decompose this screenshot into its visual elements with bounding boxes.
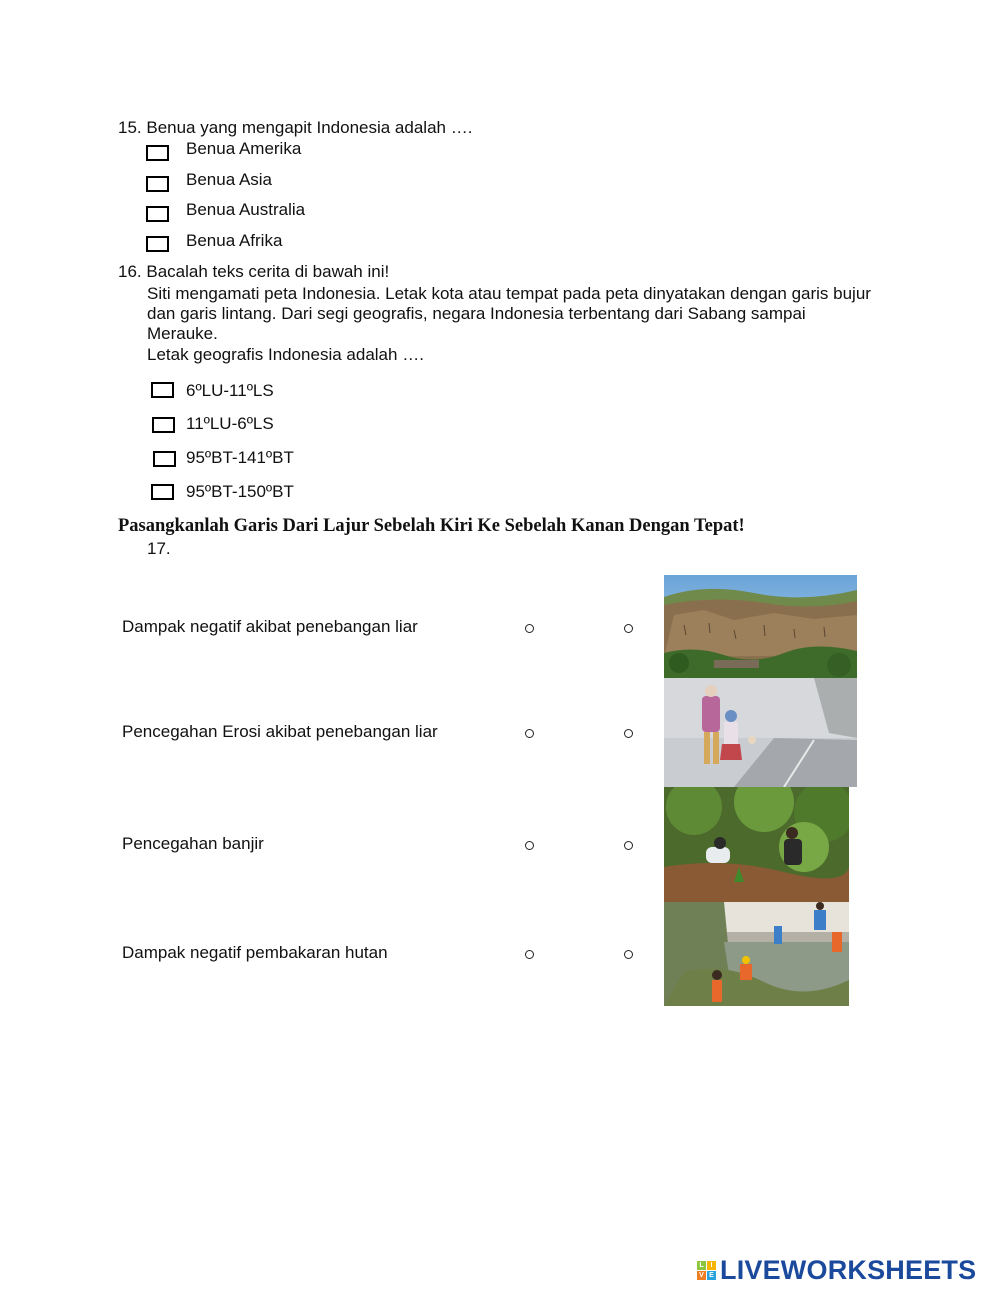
q16-passage: Siti mengamati peta Indonesia. Letak kota atau tempat pada peta dinyatakan dengan garis bujur dan garis lintang. Dari segi geografis, negara Indonesia terbentang dari Sabang sampai Merauke. (147, 284, 871, 343)
matching-instruction-heading: Pasangkanlah Garis Dari Lajur Sebelah Kiri Ke Sebelah Kanan Dengan Tepat! (118, 516, 745, 536)
match-right-dot-3[interactable] (624, 841, 633, 850)
logo-text: LIVEWORKSHEETS (720, 1254, 977, 1285)
deforested-hillside-photo (664, 575, 857, 678)
logo-block-v: V (697, 1271, 706, 1280)
tree-planting-photo (664, 787, 849, 902)
match-right-dot-4[interactable] (624, 950, 633, 959)
q15-option-4-label: Benua Afrika (186, 231, 283, 250)
q16-option-3-label: 95ºBT-141ºBT (186, 448, 294, 467)
q15-option-1-checkbox[interactable] (146, 145, 169, 161)
q15-option-1-label: Benua Amerika (186, 139, 302, 158)
q15-option-3-checkbox[interactable] (146, 206, 169, 222)
q16-option-4-label: 95ºBT-150ºBT (186, 482, 294, 501)
match-left-item-2: Pencegahan Erosi akibat penebangan liar (122, 722, 438, 741)
match-left-item-3: Pencegahan banjir (122, 834, 264, 853)
smoke-haze-children-photo (664, 678, 857, 787)
match-left-dot-4[interactable] (525, 950, 534, 959)
q16-option-3-checkbox[interactable] (153, 451, 176, 467)
q16-prompt: Letak geografis Indonesia adalah …. (147, 345, 424, 364)
match-right-dot-2[interactable] (624, 729, 633, 738)
q15-option-2-label: Benua Asia (186, 170, 273, 189)
q15-option-4-checkbox[interactable] (146, 236, 169, 252)
match-left-dot-3[interactable] (525, 841, 534, 850)
match-right-dot-1[interactable] (624, 624, 633, 633)
q16-option-4-checkbox[interactable] (151, 484, 174, 500)
q17-number: 17. (147, 539, 171, 558)
liveworksheets-logo (697, 1256, 976, 1284)
q16-option-1-checkbox[interactable] (151, 382, 174, 398)
q15-option-2-checkbox[interactable] (146, 176, 169, 192)
match-left-item-4: Dampak negatif pembakaran hutan (122, 943, 388, 962)
logo-block-e: E (707, 1271, 716, 1280)
q15-option-3-label: Benua Australia (186, 200, 306, 219)
logo-block-i: I (707, 1261, 716, 1270)
q16-question: 16. Bacalah teks cerita di bawah ini! (118, 262, 390, 281)
match-left-dot-2[interactable] (525, 729, 534, 738)
logo-block-l: L (697, 1261, 706, 1270)
q15-question: 15. Benua yang mengapit Indonesia adalah …. (118, 118, 473, 137)
q16-option-1-label: 6ºLU-11ºLS (186, 381, 274, 400)
q16-option-2-checkbox[interactable] (152, 417, 175, 433)
logo-blocks-icon (697, 1261, 716, 1280)
river-cleanup-photo (664, 902, 849, 1006)
match-left-item-1: Dampak negatif akibat penebangan liar (122, 617, 418, 636)
match-left-dot-1[interactable] (525, 624, 534, 633)
q16-option-2-label: 11ºLU-6ºLS (186, 414, 274, 433)
